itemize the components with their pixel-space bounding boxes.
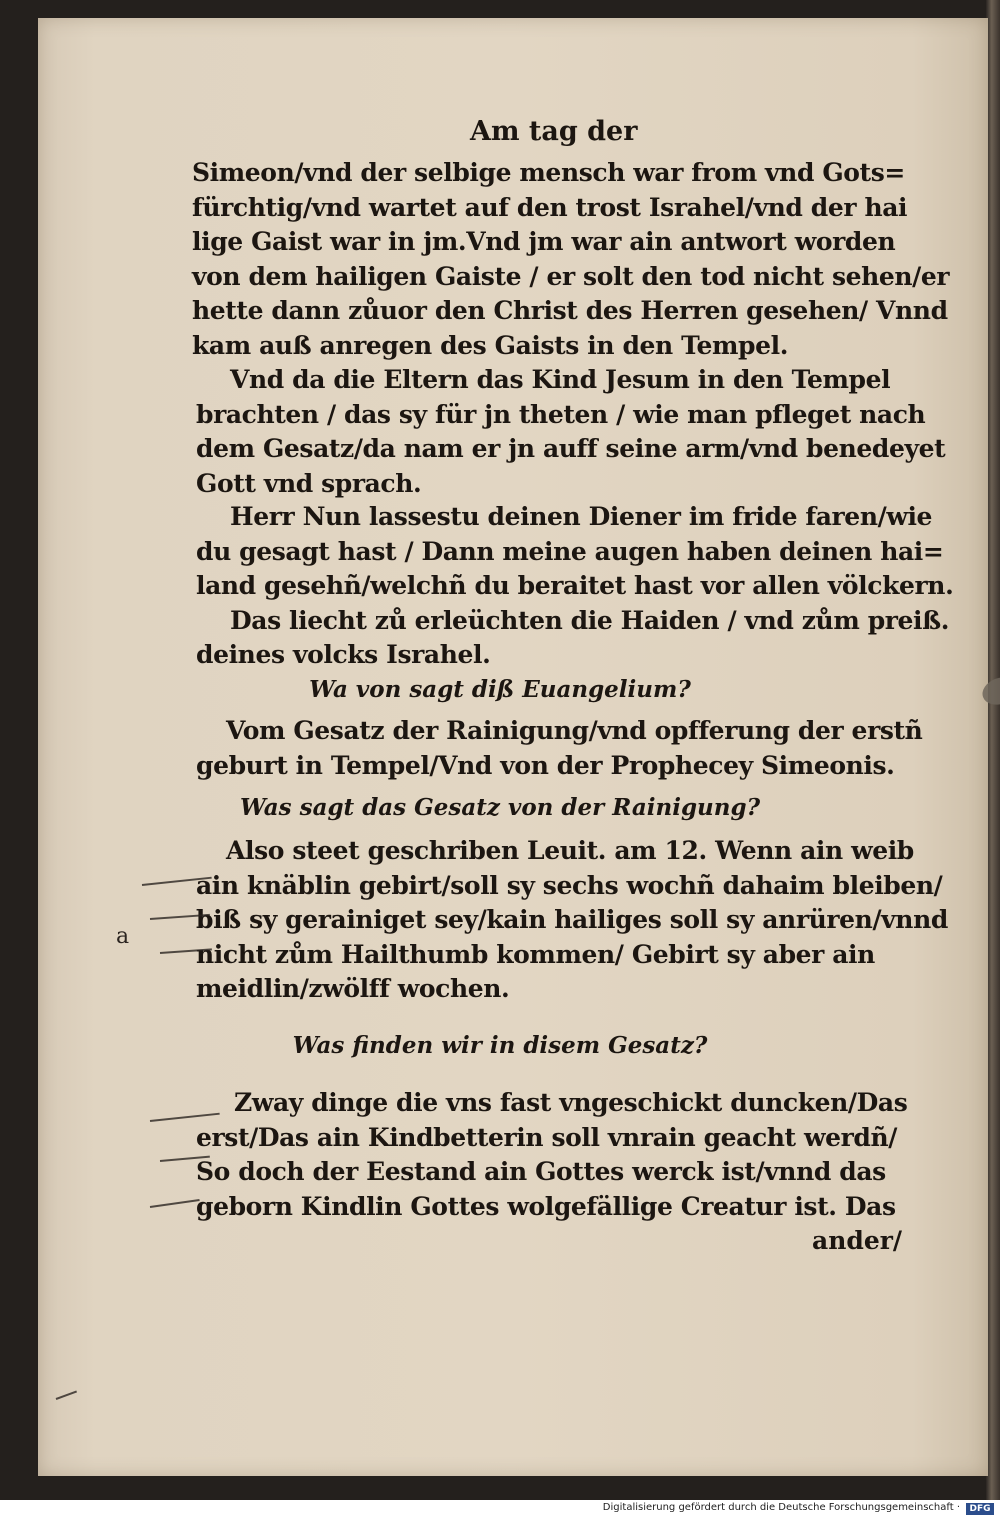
text-line: Also steet geschriben Leuit. am 12. Wenn ain weib: [226, 836, 914, 865]
text-line: Herr Nun lassestu deinen Diener im fride faren/wie: [230, 502, 933, 531]
text-line: kam auß anregen des Gaists in den Tempel.: [192, 330, 789, 360]
text-line: Simeon/vnd der selbige mensch war from vnd Gots=: [192, 158, 905, 187]
text-line: geborn Kindlin Gottes wolgefällige Creatur ist. Das: [196, 1191, 896, 1221]
running-head: Am tag der: [470, 116, 638, 147]
dfg-logo[interactable]: DFG: [966, 1503, 994, 1515]
text-line: erst/Das ain Kindbetterin soll vnrain geacht werdñ/: [196, 1122, 897, 1152]
text-line: biß sy gerainiget sey/kain hailiges soll sy anrüren/vnnd: [196, 905, 948, 934]
text-line: Vom Gesatz der Rainigung/vnd opfferung der erstñ: [226, 716, 923, 745]
text-line: Vnd da die Eltern das Kind Jesum in den Tempel: [230, 365, 891, 394]
text-line: fürchtig/vnd wartet auf den trost Israhel/vnd der hai: [192, 192, 908, 222]
text-line: Das liecht zů erleüchten die Haiden / vnd zům preiß.: [230, 605, 950, 635]
book-edge: [986, 0, 1000, 1500]
margin-letter: a: [116, 924, 130, 949]
text-line: dem Gesatz/da nam er jn auff seine arm/vnd benedeyet: [196, 434, 946, 463]
text-line: du gesagt hast / Dann meine augen haben deinen hai=: [196, 536, 944, 566]
text-line: von dem hailigen Gaiste / er solt den tod nicht sehen/er: [192, 261, 950, 291]
text-line: meidlin/zwölff wochen.: [196, 974, 510, 1003]
text-line: So doch der Eestand ain Gottes werck ist/vnnd das: [196, 1157, 886, 1186]
answer-1: [196, 714, 936, 783]
text-line: brachten / das sy für jn theten / wie man pfleget nach: [196, 399, 926, 429]
text-line: ain knäblin gebirt/soll sy sechs wochñ dahaim bleiben/: [196, 870, 943, 900]
paragraph-1: [192, 156, 950, 363]
text-line: nicht zům Hailthumb kommen/ Gebirt sy aber ain: [196, 939, 875, 969]
paragraph-3: [196, 500, 954, 673]
question-heading: Was sagt das Gesatz von der Rainigung?: [239, 794, 761, 821]
text-line: Zway dinge die vns fast vngeschickt duncken/Das: [234, 1088, 908, 1117]
answer-3: [196, 1086, 936, 1224]
text-line: deines volcks Israhel.: [196, 640, 491, 669]
footer-bar: [0, 1500, 1000, 1518]
question-heading: Wa von sagt diß Euangelium?: [309, 676, 691, 703]
paragraph-2: [196, 363, 946, 501]
answer-2: [196, 834, 948, 1007]
text-line: lige Gaist war in jm.Vnd jm war ain antwort worden: [192, 227, 896, 256]
footer-credit: Digitalisierung gefördert durch die Deutsche Forschungsgemeinschaft ·: [602, 1502, 960, 1513]
text-line: land gesehñ/welchñ du beraitet hast vor allen völckern.: [196, 571, 954, 600]
text-line: geburt in Tempel/Vnd von der Prophecey Simeonis.: [196, 750, 895, 780]
question-heading: Was finden wir in disem Gesatz?: [292, 1032, 708, 1059]
catchword: ander/: [812, 1226, 903, 1255]
text-line: Gott vnd sprach.: [196, 468, 422, 498]
text-line: hette dann zůuor den Christ des Herren gesehen/ Vnnd: [192, 296, 948, 325]
